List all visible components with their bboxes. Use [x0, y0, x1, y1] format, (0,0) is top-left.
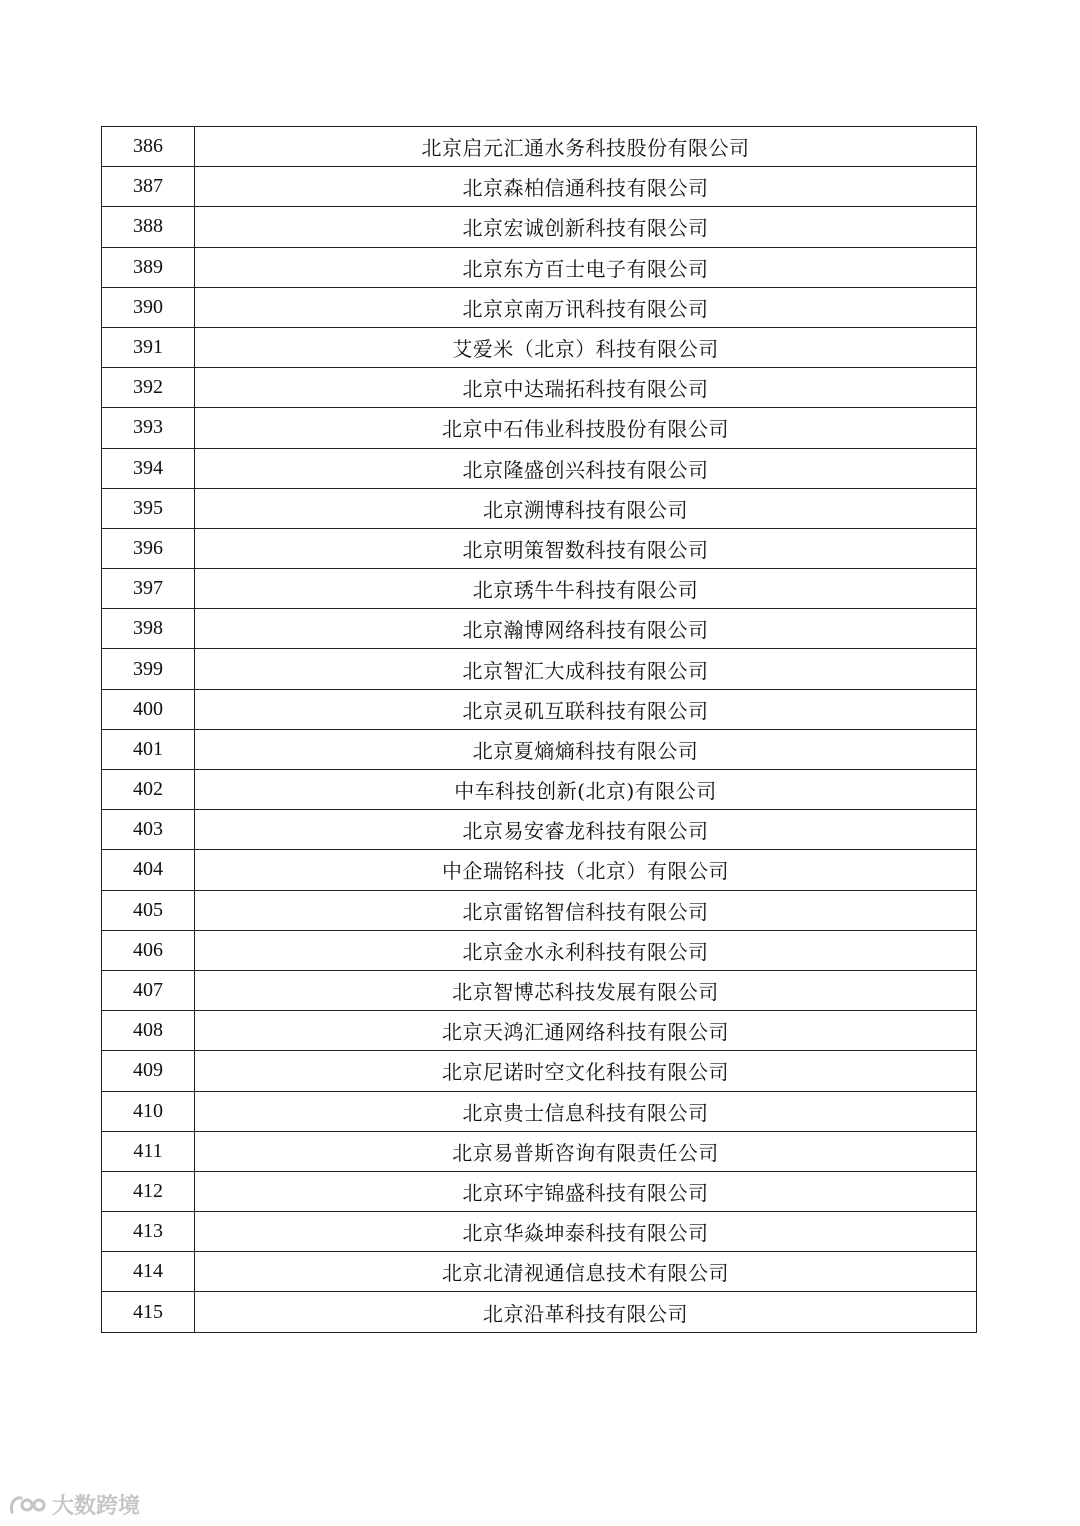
row-number-cell: 402: [102, 770, 195, 810]
table-row: [102, 1051, 977, 1091]
table-row: [102, 287, 977, 327]
company-name-cell: 北京北清视通信息技术有限公司: [195, 1252, 977, 1292]
company-name-cell: 北京京南万讯科技有限公司: [195, 287, 977, 327]
row-number-cell: 401: [102, 729, 195, 769]
table-row: [102, 207, 977, 247]
row-number-cell: 409: [102, 1051, 195, 1091]
company-name-cell: 北京中达瑞拓科技有限公司: [195, 368, 977, 408]
company-name-cell: 北京东方百士电子有限公司: [195, 247, 977, 287]
table-row: [102, 327, 977, 367]
company-name-cell: 北京明策智数科技有限公司: [195, 528, 977, 568]
table-row: [102, 1011, 977, 1051]
table-row: [102, 810, 977, 850]
watermark: [8, 1489, 140, 1520]
company-name-cell: 艾爱米（北京）科技有限公司: [195, 327, 977, 367]
company-name-cell: 中车科技创新(北京)有限公司: [195, 770, 977, 810]
table-row: [102, 1252, 977, 1292]
table-row: [102, 408, 977, 448]
company-name-cell: 北京贵士信息科技有限公司: [195, 1091, 977, 1131]
table-row: [102, 1212, 977, 1252]
company-name-cell: 北京沿革科技有限公司: [195, 1292, 977, 1332]
company-name-cell: 北京夏熵熵科技有限公司: [195, 729, 977, 769]
row-number-cell: 412: [102, 1171, 195, 1211]
row-number-cell: 397: [102, 569, 195, 609]
row-number-cell: 408: [102, 1011, 195, 1051]
row-number-cell: 394: [102, 448, 195, 488]
company-name-cell: 北京尼诺时空文化科技有限公司: [195, 1051, 977, 1091]
table-row: [102, 1131, 977, 1171]
company-name-cell: 北京琇牛牛科技有限公司: [195, 569, 977, 609]
row-number-cell: 413: [102, 1212, 195, 1252]
company-name-cell: 北京瀚博网络科技有限公司: [195, 609, 977, 649]
logo-icon: [8, 1492, 48, 1518]
row-number-cell: 388: [102, 207, 195, 247]
company-name-cell: 北京雷铭智信科技有限公司: [195, 890, 977, 930]
company-name-cell: 北京启元汇通水务科技股份有限公司: [195, 127, 977, 167]
row-number-cell: 387: [102, 167, 195, 207]
table-row: [102, 488, 977, 528]
row-number-cell: 390: [102, 287, 195, 327]
table-row: [102, 127, 977, 167]
row-number-cell: 414: [102, 1252, 195, 1292]
row-number-cell: 386: [102, 127, 195, 167]
table-row: [102, 448, 977, 488]
row-number-cell: 391: [102, 327, 195, 367]
company-name-cell: 北京易安睿龙科技有限公司: [195, 810, 977, 850]
company-name-cell: 北京溯博科技有限公司: [195, 488, 977, 528]
company-name-cell: 北京天鸿汇通网络科技有限公司: [195, 1011, 977, 1051]
table-row: [102, 890, 977, 930]
table-row: [102, 528, 977, 568]
row-number-cell: 407: [102, 970, 195, 1010]
company-name-cell: 北京智博芯科技发展有限公司: [195, 970, 977, 1010]
row-number-cell: 389: [102, 247, 195, 287]
company-name-cell: 北京森柏信通科技有限公司: [195, 167, 977, 207]
table-row: [102, 689, 977, 729]
table-row: [102, 850, 977, 890]
table-row: [102, 609, 977, 649]
company-name-cell: 北京智汇大成科技有限公司: [195, 649, 977, 689]
company-list-body: [102, 127, 977, 1333]
row-number-cell: 396: [102, 528, 195, 568]
row-number-cell: 404: [102, 850, 195, 890]
row-number-cell: 411: [102, 1131, 195, 1171]
company-name-cell: 北京易普斯咨询有限责任公司: [195, 1131, 977, 1171]
company-name-cell: 北京环宇锦盛科技有限公司: [195, 1171, 977, 1211]
company-name-cell: 北京隆盛创兴科技有限公司: [195, 448, 977, 488]
row-number-cell: 395: [102, 488, 195, 528]
table-row: [102, 770, 977, 810]
company-name-cell: 北京灵矶互联科技有限公司: [195, 689, 977, 729]
company-name-cell: 北京华焱坤泰科技有限公司: [195, 1212, 977, 1252]
table-row: [102, 930, 977, 970]
company-name-cell: 北京中石伟业科技股份有限公司: [195, 408, 977, 448]
company-list-table: [101, 126, 977, 1333]
row-number-cell: 392: [102, 368, 195, 408]
row-number-cell: 405: [102, 890, 195, 930]
row-number-cell: 403: [102, 810, 195, 850]
table-row: [102, 970, 977, 1010]
row-number-cell: 393: [102, 408, 195, 448]
company-name-cell: 北京宏诚创新科技有限公司: [195, 207, 977, 247]
table-row: [102, 1171, 977, 1211]
row-number-cell: 400: [102, 689, 195, 729]
table-row: [102, 569, 977, 609]
row-number-cell: 406: [102, 930, 195, 970]
table-row: [102, 1292, 977, 1332]
table-row: [102, 1091, 977, 1131]
company-name-cell: 中企瑞铭科技（北京）有限公司: [195, 850, 977, 890]
table-row: [102, 368, 977, 408]
watermark-text: 大数跨境: [52, 1494, 141, 1519]
table-row: [102, 167, 977, 207]
row-number-cell: 410: [102, 1091, 195, 1131]
table-row: [102, 729, 977, 769]
table-row: [102, 247, 977, 287]
row-number-cell: 398: [102, 609, 195, 649]
company-name-cell: 北京金水永利科技有限公司: [195, 930, 977, 970]
table-row: [102, 649, 977, 689]
row-number-cell: 415: [102, 1292, 195, 1332]
row-number-cell: 399: [102, 649, 195, 689]
